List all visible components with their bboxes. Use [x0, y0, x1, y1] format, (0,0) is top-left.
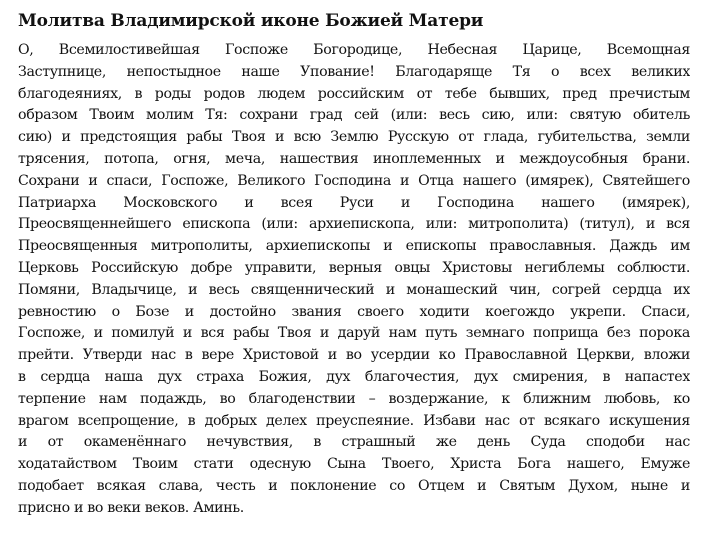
prayer-line: прейти. Утверди нас в вере Христовой и во усердии ко Православной Церкви, вложи: [18, 347, 690, 364]
prayer-line: подобает всякая слава, честь и поклонение со Отцем и Святым Духом, ныне и: [18, 477, 690, 494]
prayer-line: в сердца наша дух страха Божия, дух благочестия, дух смирения, в напастех: [18, 368, 690, 385]
prayer-line: врагом всепрощение, в добрых делех преуспеяние. Избави нас от всякаго искушения: [18, 412, 690, 429]
prayer-line: О, Всемилостивейшая Госпоже Богородице, Небесная Царице, Всемощная: [18, 42, 690, 58]
prayer-title: Молитва Владимирской иконе Божией Матери: [18, 11, 484, 31]
prayer-line: трясения, потопа, огня, меча, нашествия иноплеменных и междоусобныя брани.: [18, 150, 690, 167]
prayer-line: присно и во веки веков. Аминь.: [18, 499, 244, 516]
prayer-line: Церковь Российскую добре управити, верныя овцы Христовы негиблемы соблюсти.: [18, 259, 690, 276]
prayer-line: образом Твоим молим Тя: сохрани град сей (или: весь сию, или: святую обитель: [18, 107, 690, 124]
prayer-line: Госпоже, и помилуй и вся рабы Твоя и даруй нам путь земнаго поприща без порока: [18, 325, 690, 342]
prayer-line: Преосвященныя митрополиты, архиепископы и епископы православныя. Даждь им: [18, 238, 690, 255]
prayer-line: и от окаменённаго нечувствия, в страшный же день Суда сподоби нас: [18, 434, 690, 451]
prayer-body: [18, 40, 690, 520]
prayer-line: ходатайством Твоим стати одесную Сына Твоего, Христа Бога нашего, Емуже: [18, 456, 690, 473]
prayer-line: сию) и предстоящия рабы Твоя и всю Землю Русскую от глада, губительства, земли: [18, 129, 690, 146]
prayer-line: ревностию о Бозе и достойно звания своего ходити коегождо укрепи. Спаси,: [18, 303, 690, 320]
prayer-line: терпение нам подаждь, во благоденствии – воздержание, к ближним любовь, ко: [18, 390, 690, 407]
prayer-line: благодеяниях, в роды родов людем российским от тебе бывших, пред пречистым: [18, 85, 690, 102]
prayer-line: Помяни, Владычице, и весь священнический и монашеский чин, согрей сердца их: [18, 281, 690, 298]
prayer-line: Преосвященнейшего епископа (или: архиепископа, или: митрополита) (титул), и вся: [18, 216, 690, 233]
prayer-line: Патриарха Московского и всея Руси и Господина нашего (имярек),: [18, 194, 690, 211]
prayer-line: Заступнице, непостыдное наше Упование! Благодаряще Тя о всех великих: [18, 63, 690, 80]
prayer-line: Сохрани и спаси, Госпоже, Великого Господина и Отца нашего (имярек), Святейшего: [18, 172, 690, 189]
